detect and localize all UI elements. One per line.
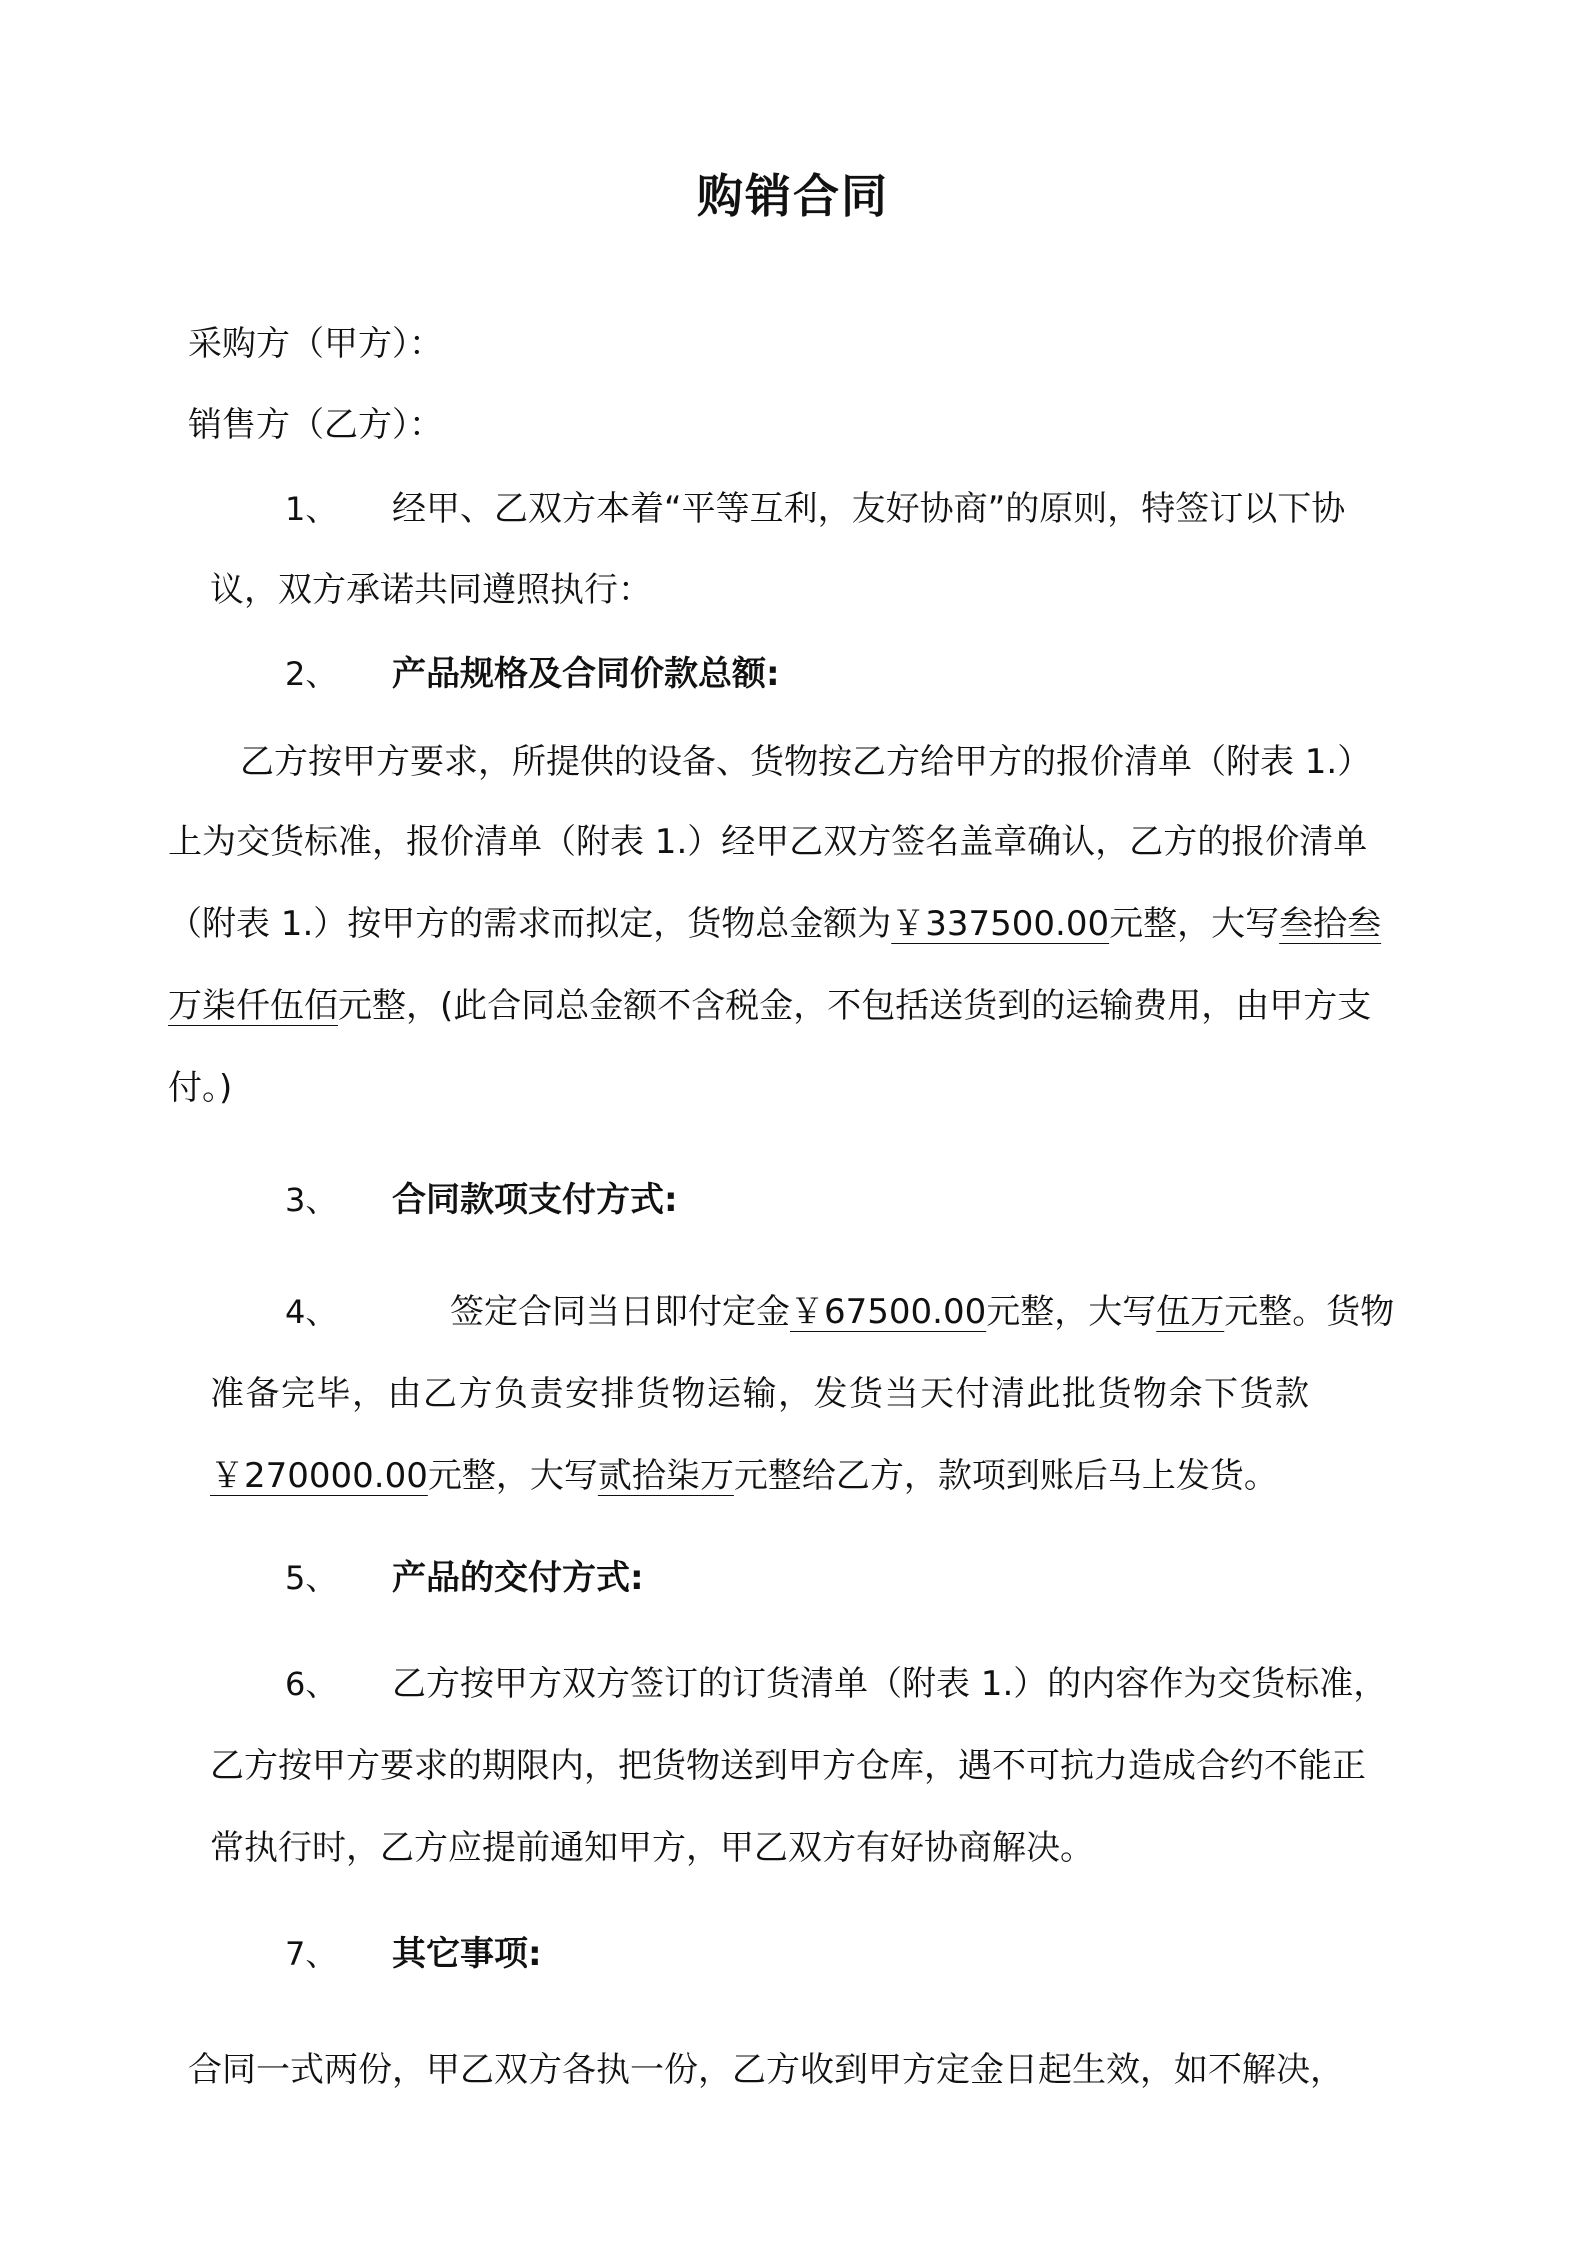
balance-trailing-text: 元整给乙方，款项到账后马上发货。 (733, 1456, 1278, 1496)
buyer-label: 采购方（甲方）： (188, 324, 443, 364)
clause-2-heading: 产品规格及合同价款总额: (392, 654, 780, 694)
clause-2-paragraph-line-5: 付。) (168, 1068, 233, 1108)
total-amount-figure: ￥337500.00 (891, 904, 1110, 944)
clause-2-number: 2、 (285, 655, 338, 693)
clause-6-line-2: 乙方按甲方要求的期限内，把货物送到甲方仓库，遇不可抗力造成合约不能正 (210, 1746, 1366, 1786)
clause-1-line-2: 议，双方承诺共同遵照执行： (210, 570, 652, 610)
balance-in-words-label: 元整，大写 (427, 1456, 598, 1496)
clause-5-number: 5、 (285, 1559, 338, 1597)
clause-1-line-1: 经甲、乙双方本着“平等互利，友好协商”的原则，特签订以下协 (392, 489, 1346, 529)
clause-4-line-3 (210, 1454, 1278, 1498)
clause-2-text-in-words-label: 元整，大写 (1109, 904, 1280, 944)
clause-4-line-2: 准备完毕，由乙方负责安排货物运输，发货当天付清此批货物余下货款 (210, 1374, 1311, 1414)
clause-6-number: 6、 (285, 1665, 338, 1703)
clause-6-line-1: 乙方按甲方双方签订的订货清单（附表 1.）的内容作为交货标准， (392, 1664, 1388, 1704)
deposit-amount-words: 伍万 (1156, 1292, 1225, 1332)
clause-7-number: 7、 (285, 1935, 338, 1973)
clause-1-number: 1、 (285, 490, 338, 528)
balance-amount-figure: ￥270000.00 (210, 1456, 428, 1496)
clause-2-paragraph-line-1: 乙方按甲方要求，所提供的设备、货物按乙方给甲方的报价清单（附表 1.） (240, 742, 1372, 782)
clause-3-heading: 合同款项支付方式: (392, 1180, 678, 1220)
deposit-trailing-text: 元整。货物 (1224, 1292, 1395, 1332)
total-amount-words-part-2: 万柒仟伍佰 (168, 986, 338, 1026)
clause-4-number: 4、 (285, 1293, 338, 1331)
clause-2-paragraph-line-2: 上为交货标准，报价清单（附表 1.）经甲乙双方签名盖章确认，乙方的报价清单 (168, 822, 1368, 862)
clause-2-text-total-intro: （附表 1.）按甲方的需求而拟定，货物总金额为 (168, 904, 892, 944)
clause-6-line-3: 常执行时，乙方应提前通知甲方，甲乙双方有好协商解决。 (210, 1828, 1094, 1868)
balance-amount-words: 贰拾柒万 (597, 1456, 734, 1496)
document-title: 购销合同 (697, 169, 889, 223)
clause-2-paragraph-line-3 (168, 902, 1381, 946)
clause-7-paragraph-line-1: 合同一式两份，甲乙双方各执一份，乙方收到甲方定金日起生效，如不解决， (188, 2050, 1344, 2090)
total-amount-words-part-1: 叁拾叁 (1279, 904, 1382, 944)
deposit-intro-text: 签定合同当日即付定金 (450, 1292, 790, 1332)
clause-4-line-1 (450, 1290, 1394, 1334)
clause-2-paragraph-line-4 (168, 984, 1371, 1028)
deposit-in-words-label: 元整，大写 (986, 1292, 1157, 1332)
deposit-amount-figure: ￥67500.00 (790, 1292, 987, 1332)
clause-7-heading: 其它事项: (392, 1934, 542, 1974)
clause-2-text-tax-note: 元整，(此合同总金额不含税金，不包括送货到的运输费用，由甲方支 (338, 986, 1372, 1026)
clause-3-number: 3、 (285, 1181, 338, 1219)
clause-5-heading: 产品的交付方式: (392, 1558, 644, 1598)
seller-label: 销售方（乙方）： (188, 405, 443, 445)
